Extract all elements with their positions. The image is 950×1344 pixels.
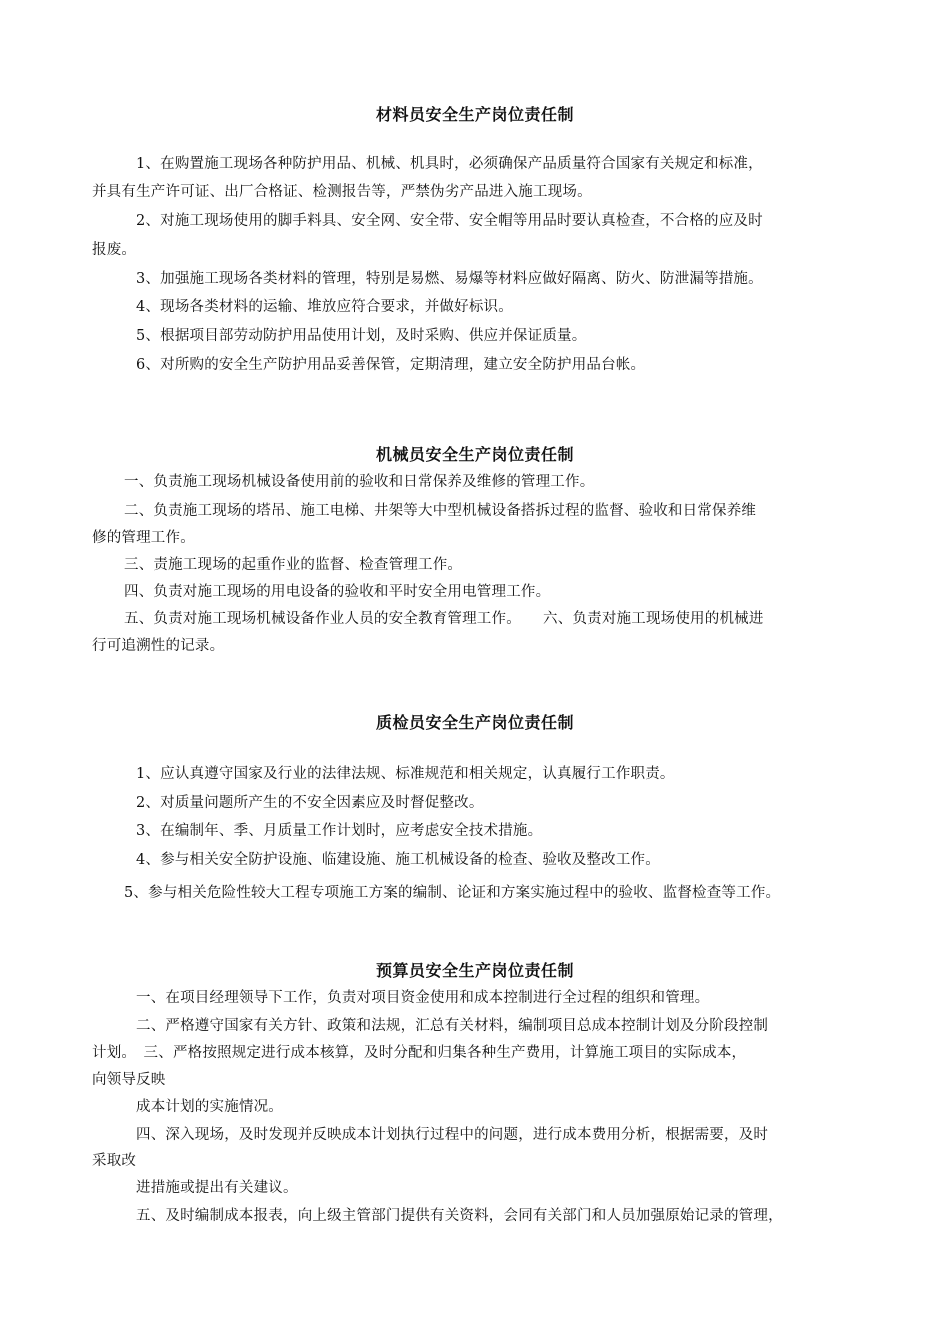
paragraph-line: 3、在编制年、季、月质量工作计划时，应考虑安全技术措施。 (136, 823, 543, 839)
paragraph-line: 3、加强施工现场各类材料的管理，特别是易燃、易爆等材料应做好隔离、防火、防泄漏等措施。 (136, 271, 763, 287)
paragraph-line: 4、参与相关安全防护设施、临建设施、施工机械设备的检查、验收及整改工作。 (136, 852, 660, 868)
paragraph-line: 成本计划的实施情况。 (136, 1099, 283, 1115)
paragraph-line: 4、现场各类材料的运输、堆放应符合要求，并做好标识。 (136, 299, 513, 315)
paragraph-line: 四、深入现场，及时发现并反映成本计划执行过程中的问题，进行成本费用分析，根据需要，及时 (136, 1127, 769, 1143)
paragraph-line: 一、在项目经理领导下工作，负责对项目资金使用和成本控制进行全过程的组织和管理。 (136, 990, 710, 1006)
paragraph-line: 向领导反映 (92, 1072, 166, 1088)
paragraph-line: 采取改 (92, 1153, 137, 1169)
paragraph-line: 五、及时编制成本报表，向上级主管部门提供有关资料，会同有关部门和人员加强原始记录的管理， (136, 1208, 783, 1224)
paragraph-line: 2、对质量问题所产生的不安全因素应及时督促整改。 (136, 795, 484, 811)
paragraph-line: 6、对所购的安全生产防护用品妥善保管，定期清理，建立安全防护用品台帐。 (136, 357, 646, 373)
paragraph-line: 并具有生产许可证、出厂合格证、检测报告等，严禁伪劣产品进入施工现场。 (92, 184, 592, 200)
paragraph-line: 1、在购置施工现场各种防护用品、机械、机具时，必须确保产品质量符合国家有关规定和标准， (136, 156, 763, 172)
paragraph-line: 行可追溯性的记录。 (92, 638, 225, 654)
paragraph-line: 5、参与相关危险性较大工程专项施工方案的编制、论证和方案实施过程中的验收、监督检查等工作。 (124, 885, 781, 901)
paragraph-line: 四、负责对施工现场的用电设备的验收和平时安全用电管理工作。 (124, 584, 551, 600)
section-title-machinery: 机械员安全生产岗位责任制 (375, 445, 574, 464)
section-title-materials: 材料员安全生产岗位责任制 (375, 105, 574, 124)
paragraph-line: 二、严格遵守国家有关方针、政策和法规，汇总有关材料，编制项目总成本控制计划及分阶段控制 (136, 1018, 769, 1034)
paragraph-line: 进措施或提出有关建议。 (136, 1180, 298, 1196)
paragraph-line: 二、负责施工现场的塔吊、施工电梯、井架等大中型机械设备搭拆过程的监督、验收和日常保养维 (124, 503, 757, 519)
paragraph-line: 计划。 三、严格按照规定进行成本核算，及时分配和归集各种生产费用，计算施工项目的实际成本， (92, 1045, 747, 1061)
section-title-quality: 质检员安全生产岗位责任制 (375, 713, 574, 732)
paragraph-line: 报废。 (92, 242, 137, 258)
paragraph-line: 一、负责施工现场机械设备使用前的验收和日常保养及维修的管理工作。 (124, 474, 595, 490)
paragraph-line: 五、负责对施工现场机械设备作业人员的安全教育管理工作。 六、负责对施工现场使用的机械进 (124, 611, 764, 627)
section-title-budget: 预算员安全生产岗位责任制 (375, 961, 574, 980)
paragraph-line: 修的管理工作。 (92, 530, 195, 546)
paragraph-line: 三、责施工现场的起重作业的监督、检查管理工作。 (124, 557, 463, 573)
paragraph-line: 5、根据项目部劳动防护用品使用计划，及时采购、供应并保证质量。 (136, 328, 587, 344)
paragraph-line: 1、应认真遵守国家及行业的法律法规、标准规范和相关规定，认真履行工作职责。 (136, 766, 675, 782)
paragraph-line: 2、对施工现场使用的脚手料具、安全网、安全带、安全帽等用品时要认真检查，不合格的应及时 (136, 213, 763, 229)
